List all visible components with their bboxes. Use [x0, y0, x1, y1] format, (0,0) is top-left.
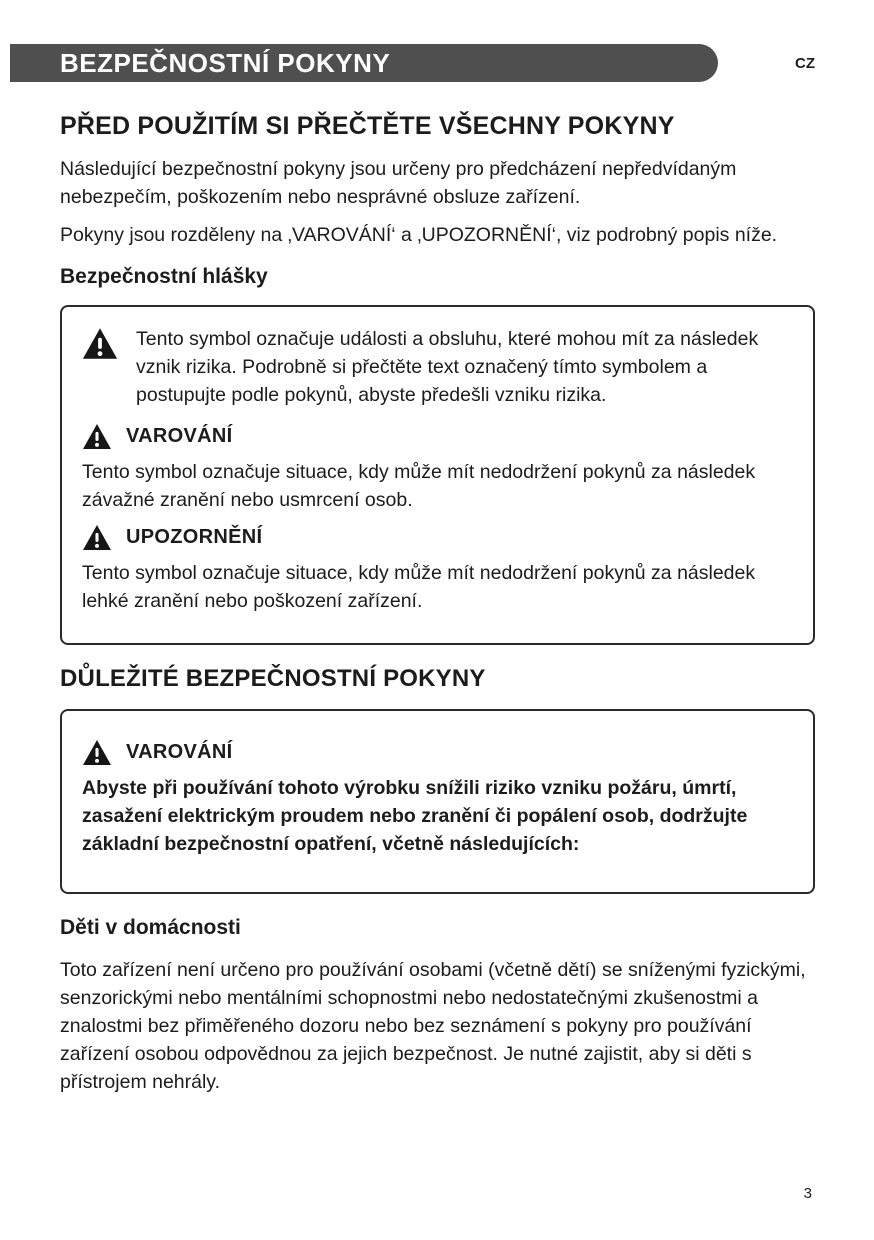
warning-triangle-icon [82, 327, 118, 360]
caution-signal-word: UPOZORNĚNÍ [126, 526, 263, 548]
section-title: BEZPEČNOSTNÍ POKYNY [60, 47, 391, 78]
page-content [60, 112, 815, 1106]
caution-description-text: Tento symbol označuje situace, kdy může mít nedodržení pokynů za následek lehké zranění nebo poškození zařízení. [82, 562, 756, 612]
children-paragraph: Toto zařízení není určeno pro používání osobami (včetně dětí) se sníženými fyzickými, senzorickými nebo mentálními schopnostmi nebo nedostatečnými zkušenostmi a znalostmi bez přiměřeného dozoru nebo bez seznámení s pokyny pro používání zařízení osobou odpovědnou za jejich bezpečnost. Je nutné zajistit, aby si děti s přístrojem nehrály. [60, 959, 806, 1093]
warning-triangle-icon [82, 739, 112, 766]
important-warning-text: Abyste při používání tohoto výrobku snížili riziko vzniku požáru, úmrtí, zasažení elektrickým proudem nebo zranění či popálení osob, dodržujte základní bezpečnostní opatření, včetně následujících: [82, 777, 748, 855]
warning-triangle-icon [82, 524, 112, 551]
warning-signal-word: VAROVÁNÍ [126, 425, 233, 447]
warning-label-row [82, 423, 793, 450]
intro-paragraph-2: Pokyny jsou rozděleny na ‚VAROVÁNÍ‘ a ‚UPOZORNĚNÍ‘, viz podrobný popis níže. [60, 224, 778, 246]
warning-signal-word: VAROVÁNÍ [126, 741, 233, 763]
safety-messages-heading: Bezpečnostní hlášky [60, 265, 268, 288]
warning-label-row [82, 739, 793, 766]
children-heading: Děti v domácnosti [60, 916, 241, 939]
language-code: CZ [795, 55, 815, 72]
caution-label-row [82, 524, 793, 551]
symbol-explanation-text: Tento symbol označuje události a obsluhu, které mohou mít za následek vznik rizika. Podrobně si přečtěte text označený tímto symbolem a postupujte podle pokynů, abyste předešli vzniku rizika. [136, 328, 759, 406]
important-safety-heading: DŮLEŽITÉ BEZPEČNOSTNÍ POKYNY [60, 665, 486, 692]
section-header-bar [10, 44, 718, 82]
important-warning-box [60, 709, 815, 894]
page-number: 3 [803, 1185, 812, 1202]
safety-messages-box [60, 305, 815, 645]
warning-triangle-icon [82, 423, 112, 450]
intro-paragraph-1: Následující bezpečnostní pokyny jsou určeny pro předcházení nepředvídaným nebezpečím, poškozením nebo nesprávné obsluze zařízení. [60, 158, 737, 208]
read-all-instructions-heading: PŘED POUŽITÍM SI PŘEČTĚTE VŠECHNY POKYNY [60, 112, 675, 140]
warning-description-text: Tento symbol označuje situace, kdy může mít nedodržení pokynů za následek závažné zranění nebo usmrcení osob. [82, 461, 756, 511]
symbol-explanation-row [82, 325, 793, 409]
